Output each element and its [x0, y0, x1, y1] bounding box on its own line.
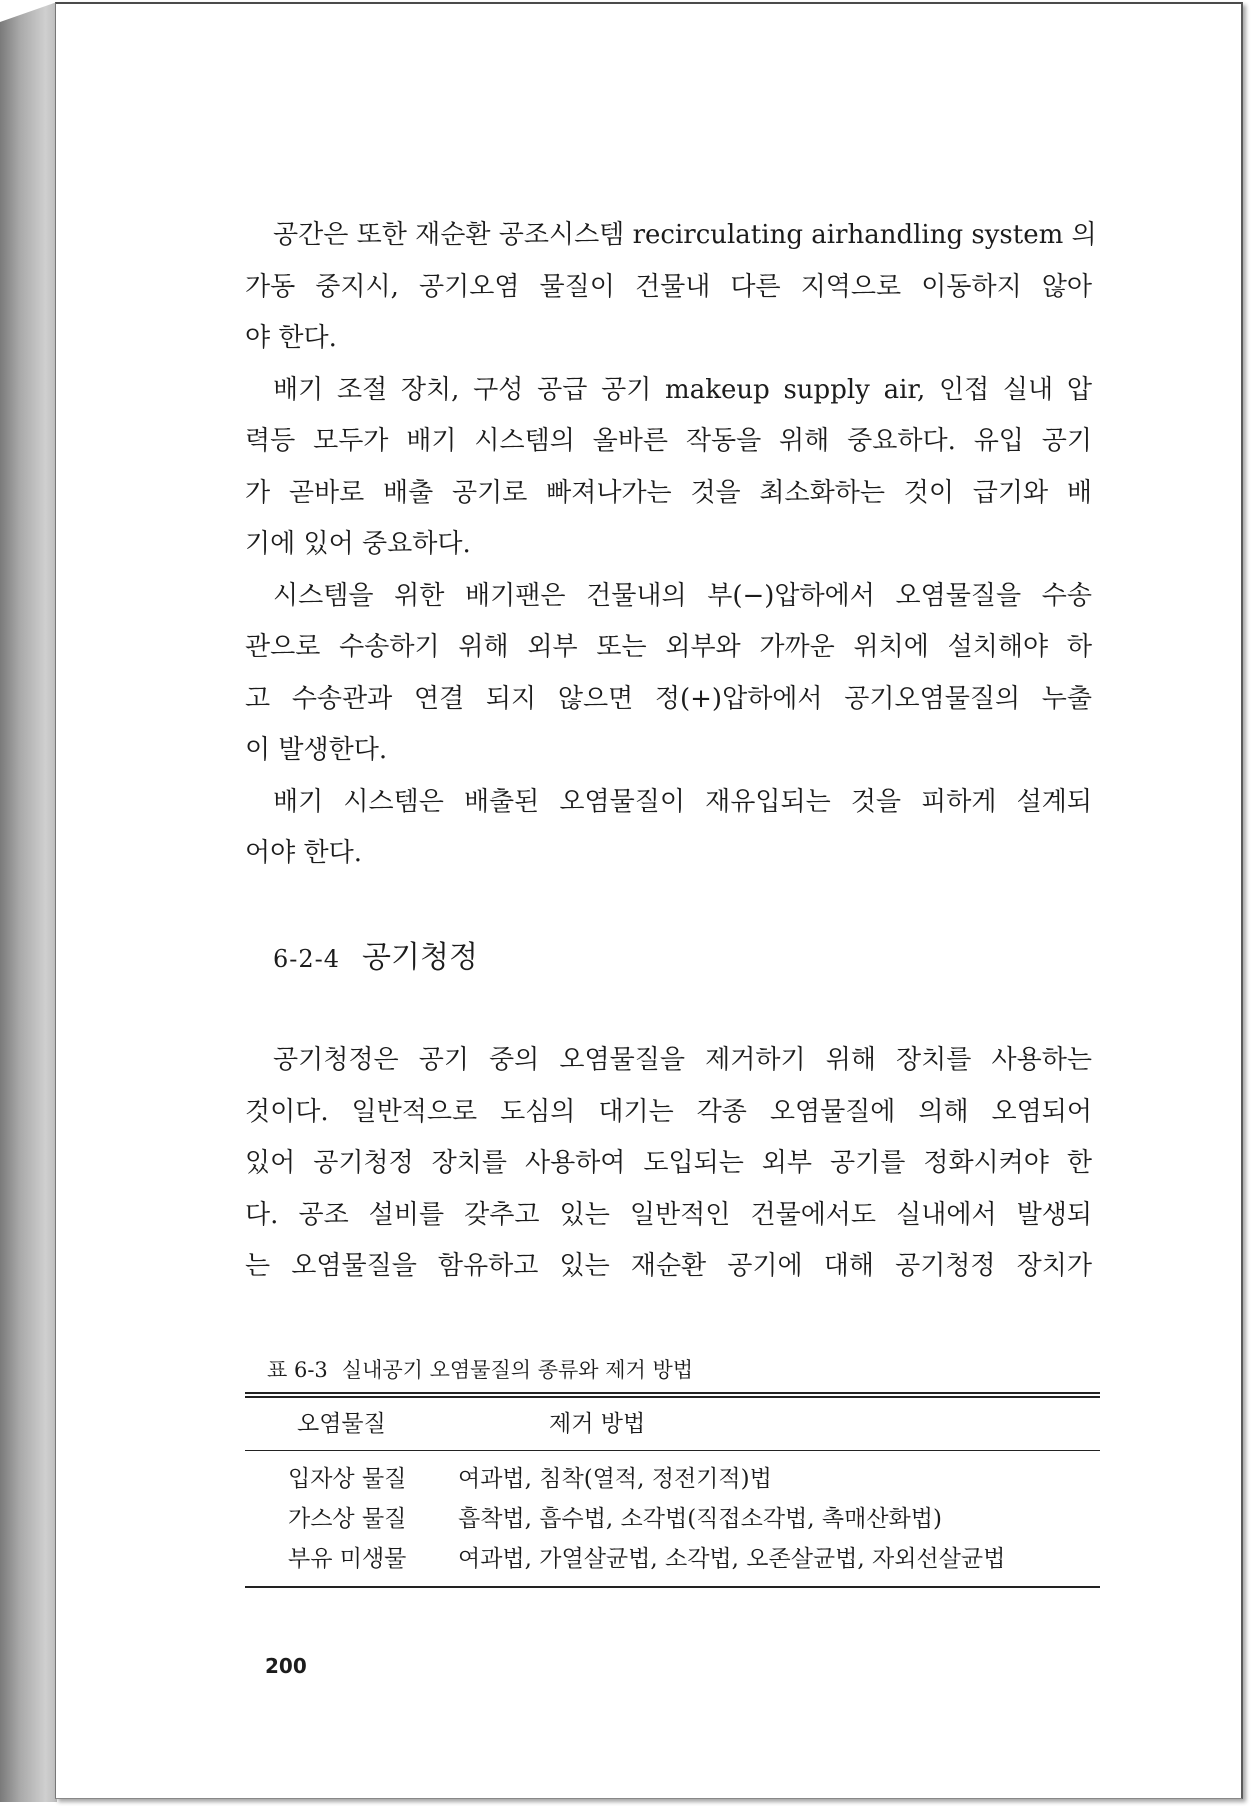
- table-cell-pollutant: 부유 미생물: [288, 1546, 407, 1572]
- body-text-upper: [245, 210, 1097, 880]
- body-text-lower: [245, 1035, 1092, 1293]
- paragraph-2: [245, 365, 1092, 571]
- table-title: 실내공기 오염물질의 종류와 제거 방법: [341, 1358, 694, 1382]
- text-line: 배기 시스템은 배출된 오염물질이 재유입되는 것을 피하게 설계되: [273, 786, 1092, 817]
- table-header-cell: 제거 방법: [549, 1411, 646, 1437]
- table-number: 표 6-3: [267, 1358, 328, 1382]
- text-line: 다. 공조 설비를 갖추고 있는 일반적인 건물에서도 실내에서 발생되: [245, 1199, 1092, 1230]
- text-line: 야 한다.: [245, 323, 337, 353]
- text-line: 어야 한다.: [245, 838, 362, 868]
- text-line: 는 오염물질을 함유하고 있는 재순환 공기에 대해 공기청정 장치가: [245, 1251, 1092, 1281]
- text-line: 이 발생한다.: [245, 735, 388, 765]
- table-cell-method: 흡착법, 흡수법, 소각법(직접소각법, 촉매산화법): [458, 1506, 942, 1532]
- text-line: 관으로 수송하기 위해 외부 또는 외부와 가까운 위치에 설치해야 하: [245, 632, 1092, 662]
- text-line: 가 곧바로 배출 공기로 빠져나가는 것을 최소화하는 것이 급기와 배: [245, 477, 1092, 508]
- paragraph-1: [245, 210, 1097, 365]
- table-row: [245, 1539, 1100, 1579]
- table-cell-method: 여과법, 침착(열적, 정전기적)법: [458, 1466, 772, 1492]
- text-line: 시스템을 위한 배기팬은 건물내의 부(−)압하에서 오염물질을 수송: [273, 580, 1092, 611]
- table-header-cell: 오염물질: [297, 1411, 386, 1437]
- table-cell-pollutant: 입자상 물질: [288, 1466, 407, 1492]
- section-number: 6-2-4: [273, 945, 341, 973]
- section-title: 공기청정: [362, 940, 478, 975]
- text-line: 배기 조절 장치, 구성 공급 공기 makeup supply air, 인접 실내 압: [273, 374, 1092, 405]
- table-header-row: [245, 1398, 1100, 1451]
- paragraph-3: [245, 571, 1092, 777]
- text-line: 기에 있어 중요하다.: [245, 529, 471, 559]
- text-line: 있어 공기청정 장치를 사용하여 도입되는 외부 공기를 정화시켜야 한: [245, 1148, 1092, 1178]
- pollutant-removal-table: [245, 1392, 1100, 1588]
- paragraph-4: [245, 777, 1092, 880]
- table-row: [245, 1499, 1100, 1539]
- text-line: 가동 중지시, 공기오염 물질이 건물내 다른 지역으로 이동하지 않아: [245, 271, 1092, 302]
- page-number: 200: [265, 1654, 307, 1678]
- text-line: 고 수송관과 연결 되지 않으면 정(+)압하에서 공기오염물질의 누출: [245, 683, 1092, 714]
- table-cell-method: 여과법, 가열살균법, 소각법, 오존살균법, 자외선살균법: [458, 1546, 1006, 1572]
- table-row: [245, 1459, 1100, 1499]
- text-line: 공간은 또한 재순환 공조시스템 recirculating airhandling system 의: [273, 220, 1097, 250]
- paragraph-5: [245, 1035, 1092, 1293]
- text-line: 공기청정은 공기 중의 오염물질을 제거하기 위해 장치를 사용하는: [273, 1045, 1092, 1075]
- text-line: 것이다. 일반적으로 도심의 대기는 각종 오염물질에 의해 오염되어: [245, 1096, 1092, 1127]
- section-heading: [273, 938, 478, 978]
- table-cell-pollutant: 가스상 물질: [288, 1506, 407, 1532]
- table-body: [245, 1451, 1100, 1586]
- table-caption: [267, 1355, 693, 1385]
- text-line: 력등 모두가 배기 시스템의 올바른 작동을 위해 중요하다. 유입 공기: [245, 426, 1092, 456]
